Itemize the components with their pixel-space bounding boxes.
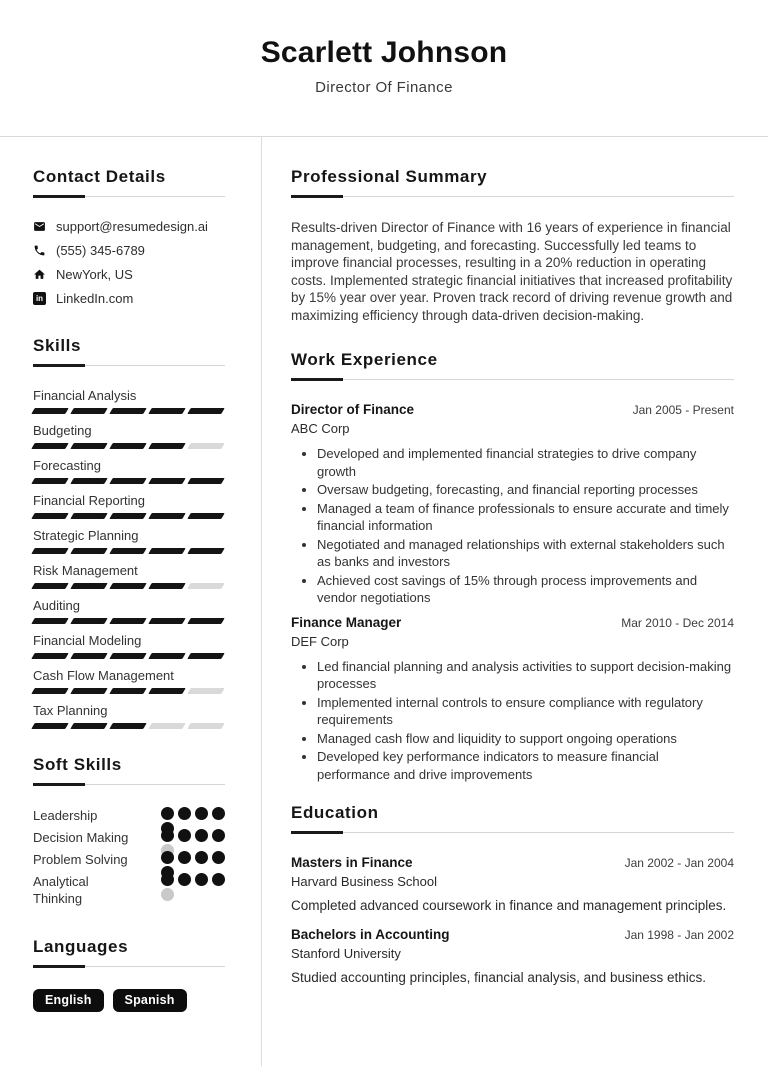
skill-level-bar	[33, 618, 225, 624]
experience-heading: Work Experience	[291, 350, 734, 380]
soft-skill-dots	[161, 807, 225, 820]
skill-bar-segment	[31, 653, 68, 659]
skill-bar-segment	[148, 513, 185, 519]
skill-item	[33, 563, 225, 589]
soft-skill-dot	[195, 807, 208, 820]
job-dates: Mar 2010 - Dec 2014	[621, 615, 734, 630]
contact-item	[33, 219, 225, 234]
skill-bar-segment	[70, 688, 107, 694]
skill-level-bar	[33, 653, 225, 659]
school-name: Stanford University	[291, 946, 401, 961]
soft-skill-dot	[195, 873, 208, 886]
contact-item	[33, 267, 225, 282]
skill-name: Tax Planning	[33, 703, 108, 718]
skill-bar-segment	[148, 408, 185, 414]
skill-item	[33, 668, 225, 694]
skill-bar-segment	[70, 408, 107, 414]
job-bullet: • Managed cash flow and liquidity to support ongoing operations	[317, 730, 734, 748]
education-dates: Jan 1998 - Jan 2002	[624, 928, 734, 942]
skill-level-bar	[33, 513, 225, 519]
education-list	[291, 855, 734, 985]
skill-level-bar	[33, 443, 225, 449]
soft-skill-dot	[161, 829, 174, 842]
skill-item	[33, 388, 225, 414]
main-column	[291, 137, 734, 1078]
soft-skill-dots	[161, 873, 225, 886]
soft-skill-name: Decision Making	[33, 830, 129, 845]
contact-text: LinkedIn.com	[56, 291, 134, 306]
skill-bar-segment	[148, 653, 185, 659]
job-bullet: • Led financial planning and analysis activities to support decision-making processes	[317, 658, 734, 693]
skill-bar-segment	[31, 408, 68, 414]
skill-bar-segment	[187, 443, 224, 449]
resume-body	[0, 137, 768, 1078]
job-dates: Jan 2005 - Present	[632, 403, 734, 417]
experience-section	[291, 350, 734, 783]
skill-bar-segment	[148, 583, 185, 589]
skill-level-bar	[33, 688, 225, 694]
school-name: Harvard Business School	[291, 874, 437, 889]
skill-bar-segment	[109, 653, 146, 659]
job-bullet: • Managed a team of finance professionals to ensure accurate and timely financial information	[317, 500, 734, 535]
skill-bar-segment	[31, 548, 68, 554]
skill-bar-segment	[148, 548, 185, 554]
skill-level-bar	[33, 478, 225, 484]
soft-skill-name: Problem Solving	[33, 852, 128, 867]
skill-bar-segment	[109, 618, 146, 624]
skill-bar-segment	[187, 513, 224, 519]
skill-item	[33, 598, 225, 624]
degree-title: Masters in Finance	[291, 855, 413, 870]
soft-skill-dot	[212, 873, 225, 886]
skill-name: Auditing	[33, 598, 80, 613]
soft-skill-name: Leadership	[33, 808, 98, 823]
job-bullet: • Implemented internal controls to ensure compliance with regulatory requirements	[317, 694, 734, 729]
skill-bar-segment	[109, 443, 146, 449]
skill-item	[33, 528, 225, 554]
skill-name: Strategic Planning	[33, 528, 139, 543]
skill-bar-segment	[31, 688, 68, 694]
education-heading: Education	[291, 803, 734, 833]
job-header	[291, 402, 734, 417]
skill-name: Financial Analysis	[33, 388, 137, 403]
soft-skill-dots	[161, 851, 225, 864]
skill-item	[33, 423, 225, 449]
job-company: DEF Corp	[291, 633, 349, 649]
skill-bar-segment	[109, 723, 146, 729]
job-bullet-list	[291, 658, 734, 784]
education-dates: Jan 2002 - Jan 2004	[624, 856, 734, 870]
skill-bar-segment	[70, 478, 107, 484]
skill-bar-segment	[187, 688, 224, 694]
job-bullet: • Oversaw budgeting, forecasting, and financial reporting processes	[317, 481, 734, 499]
skill-bar-segment	[187, 653, 224, 659]
job-entry	[291, 402, 734, 607]
soft-skill-item	[33, 807, 225, 824]
skill-level-bar	[33, 723, 225, 729]
skill-item	[33, 493, 225, 519]
education-description: Completed advanced coursework in finance and management principles.	[291, 898, 727, 913]
education-header	[291, 855, 734, 870]
skill-bar-segment	[109, 688, 146, 694]
language-pill: Spanish	[113, 989, 187, 1012]
skill-level-bar	[33, 408, 225, 414]
contact-text: (555) 345-6789	[56, 243, 145, 258]
education-entry	[291, 927, 734, 985]
skill-name: Budgeting	[33, 423, 92, 438]
summary-heading: Professional Summary	[291, 167, 734, 197]
skill-name: Cash Flow Management	[33, 668, 174, 683]
skill-name: Forecasting	[33, 458, 101, 473]
linkedin-icon: in	[33, 292, 46, 305]
soft-skill-dot	[178, 851, 191, 864]
language-pill: English	[33, 989, 104, 1012]
education-description: Studied accounting principles, financial analysis, and business ethics.	[291, 970, 706, 985]
skill-bar-segment	[109, 548, 146, 554]
skill-bar-segment	[148, 478, 185, 484]
skill-bar-segment	[31, 583, 68, 589]
skill-bar-segment	[148, 618, 185, 624]
job-header	[291, 615, 734, 630]
soft-skill-dot	[212, 829, 225, 842]
skill-item	[33, 633, 225, 659]
job-bullet: • Developed key performance indicators to measure financial performance and drive improvements	[317, 748, 734, 783]
summary-section	[291, 167, 734, 324]
education-section	[291, 803, 734, 985]
skill-bar-segment	[70, 548, 107, 554]
soft-skill-dot	[178, 807, 191, 820]
languages-section	[33, 937, 225, 1012]
job-bullet: • Developed and implemented financial strategies to drive company growth	[317, 445, 734, 480]
skills-heading: Skills	[33, 336, 225, 366]
skill-level-bar	[33, 583, 225, 589]
contact-section	[33, 167, 225, 306]
contact-heading: Contact Details	[33, 167, 225, 197]
skill-bar-segment	[187, 723, 224, 729]
soft-skill-dot	[212, 807, 225, 820]
job-entry	[291, 615, 734, 784]
degree-title: Bachelors in Accounting	[291, 927, 450, 942]
skill-bar-segment	[187, 408, 224, 414]
job-title: Director of Finance	[291, 402, 415, 417]
job-bullet-list	[291, 445, 734, 607]
skill-bar-segment	[187, 478, 224, 484]
skill-bar-segment	[70, 443, 107, 449]
sidebar	[33, 137, 225, 1078]
languages-heading: Languages	[33, 937, 225, 967]
soft-skill-dot	[195, 851, 208, 864]
skill-item	[33, 703, 225, 729]
skill-bar-segment	[31, 723, 68, 729]
soft-skill-dot	[178, 873, 191, 886]
skill-bar-segment	[187, 548, 224, 554]
skill-bar-segment	[70, 618, 107, 624]
phone-icon	[33, 244, 46, 257]
skill-name: Financial Modeling	[33, 633, 142, 648]
soft-skill-name: Analytical Thinking	[33, 874, 89, 906]
soft-skill-item	[33, 829, 225, 846]
skill-bar-segment	[31, 513, 68, 519]
contact-list	[33, 219, 225, 306]
job-title: Finance Manager	[291, 614, 402, 630]
email-icon	[33, 220, 46, 233]
skills-list	[33, 388, 225, 729]
skills-section	[33, 336, 225, 729]
contact-item	[33, 243, 225, 258]
skill-bar-segment	[70, 583, 107, 589]
contact-item	[33, 291, 225, 306]
soft-skill-dot	[212, 851, 225, 864]
soft-skill-dot	[161, 873, 174, 886]
summary-text: Results-driven Director of Finance with 16 years of experience in financial management, budgeting, and forecasting. Successfully led teams to improve financial processes, resulting in a 20% reduction in operating costs. Implemented strategic financial initiatives that increased profitability by 15% year over year. Proven track record of driving revenue growth and maximizing efficiency through data-driven decision-making.	[291, 220, 733, 323]
skill-name: Risk Management	[33, 563, 138, 578]
jobs-list	[291, 402, 734, 783]
skill-bar-segment	[70, 653, 107, 659]
soft-skills-section	[33, 755, 225, 907]
soft-skill-item	[33, 873, 225, 907]
job-bullet: • Achieved cost savings of 15% through process improvements and vendor negotiations	[317, 572, 734, 607]
soft-skill-dot	[178, 829, 191, 842]
soft-skill-dot	[161, 851, 174, 864]
skill-bar-segment	[109, 583, 146, 589]
skill-bar-segment	[148, 443, 185, 449]
skill-bar-segment	[31, 443, 68, 449]
contact-text: NewYork, US	[56, 267, 133, 282]
education-entry	[291, 855, 734, 913]
skill-item	[33, 458, 225, 484]
soft-skill-dots	[161, 829, 225, 842]
skill-bar-segment	[31, 478, 68, 484]
person-title: Director Of Finance	[315, 79, 453, 96]
skill-bar-segment	[109, 478, 146, 484]
soft-skills-list	[33, 807, 225, 907]
skill-bar-segment	[109, 408, 146, 414]
person-name: Scarlett Johnson	[260, 36, 508, 69]
skill-level-bar	[33, 548, 225, 554]
skill-bar-segment	[70, 513, 107, 519]
skill-bar-segment	[70, 723, 107, 729]
skill-bar-segment	[109, 513, 146, 519]
soft-skill-dot	[161, 888, 174, 901]
soft-skill-dot	[195, 829, 208, 842]
contact-text: support@resumedesign.ai	[56, 219, 208, 234]
resume-header	[0, 0, 768, 137]
skill-bar-segment	[187, 583, 224, 589]
skill-bar-segment	[148, 723, 185, 729]
soft-skill-dot	[161, 807, 174, 820]
skill-bar-segment	[148, 688, 185, 694]
job-bullet: • Negotiated and managed relationships with external stakeholders such as banks and investors	[317, 536, 734, 571]
skill-name: Financial Reporting	[33, 493, 146, 508]
soft-skill-item	[33, 851, 225, 868]
languages-list	[33, 989, 225, 1012]
job-company: ABC Corp	[291, 421, 350, 436]
skill-bar-segment	[187, 618, 224, 624]
soft-skills-heading: Soft Skills	[33, 755, 225, 785]
education-header	[291, 927, 734, 942]
home-icon	[33, 268, 46, 281]
column-divider	[261, 137, 262, 1066]
skill-bar-segment	[31, 618, 68, 624]
